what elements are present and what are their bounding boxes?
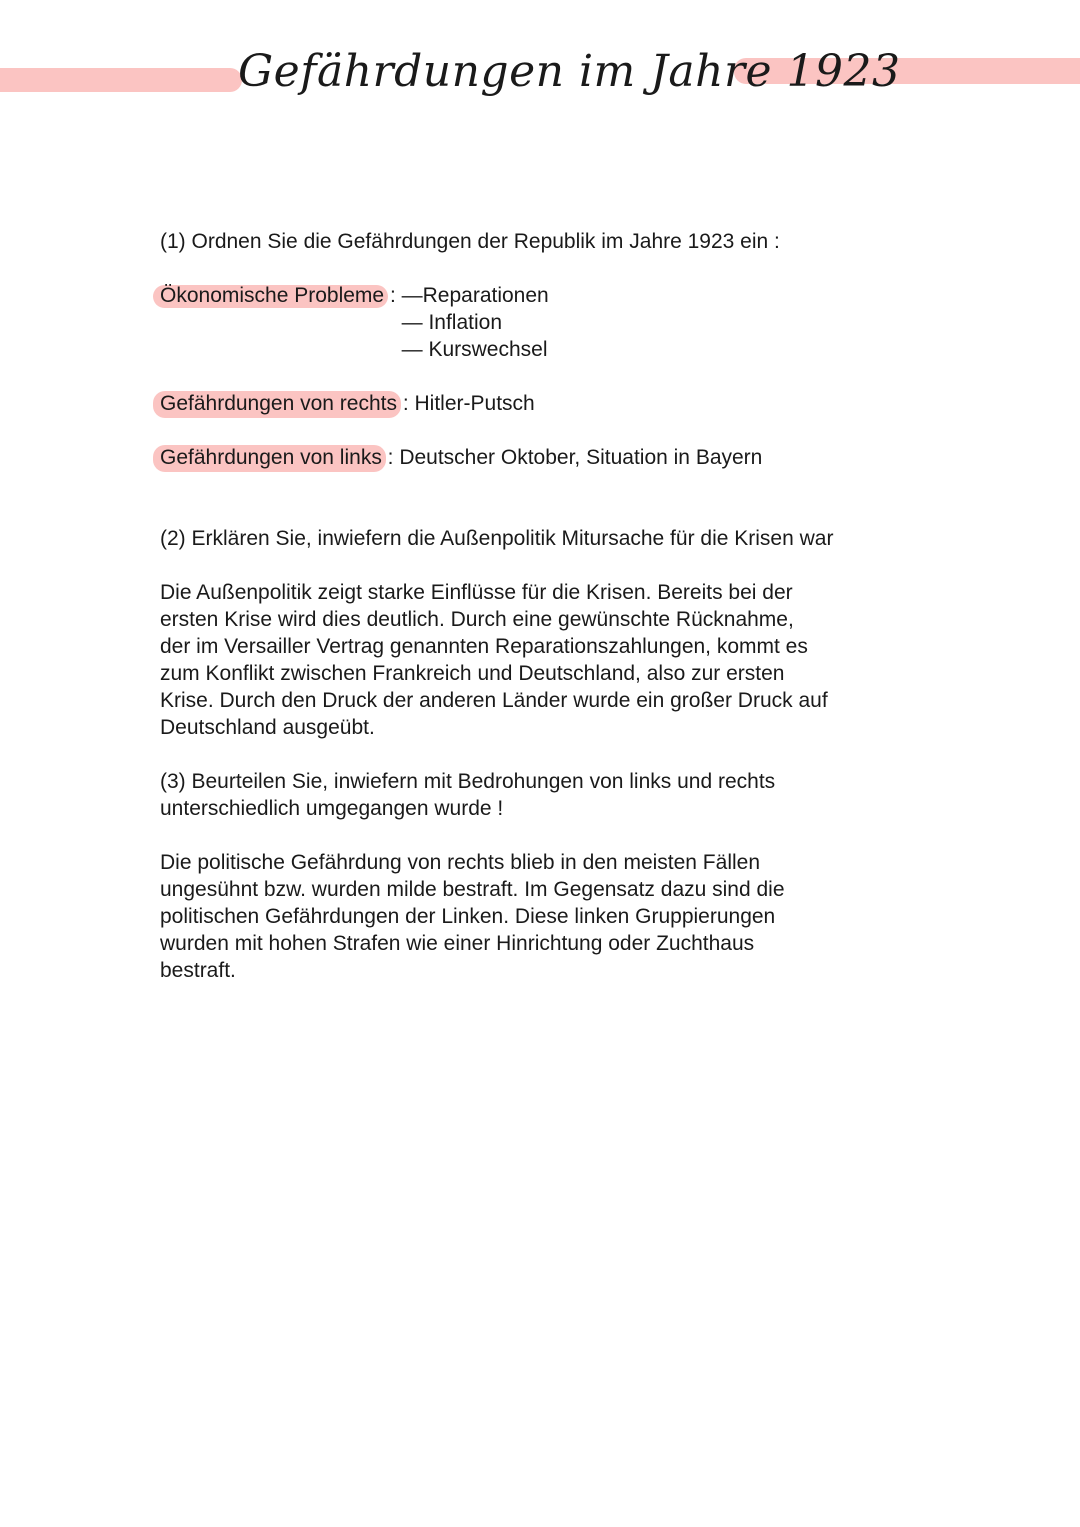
task2-question: (2) Erklären Sie, inwiefern die Außenpolitik Mitursache für die Krisen war <box>160 527 834 550</box>
economic-problems-list <box>402 282 549 363</box>
answer-line: wurden mit hohen Strafen wie einer Hinrichtung oder Zuchthaus <box>160 932 755 955</box>
worksheet-content <box>160 228 920 984</box>
left-threat-value: Deutscher Oktober, Situation in Bayern <box>399 446 763 469</box>
question-line: (3) Beurteilen Sie, inwiefern mit Bedrohungen von links und rechts <box>160 770 776 793</box>
answer-line: ersten Krise wird dies deutlich. Durch eine gewünschte Rücknahme, <box>160 608 794 631</box>
question-line: unterschiedlich umgegangen wurde ! <box>160 797 504 820</box>
page-title: Gefährdungen im Jahre 1923 <box>238 46 901 97</box>
task3-answer <box>160 849 920 984</box>
answer-line: bestraft. <box>160 959 236 982</box>
title-underline-left <box>0 68 242 92</box>
task2-answer <box>160 579 920 741</box>
right-threat-value: Hitler-Putsch <box>414 392 535 415</box>
list-item: — Inflation <box>401 311 503 334</box>
list-item: — Kurswechsel <box>401 338 548 361</box>
right-threat-row: Gefährdungen von rechts : Hitler-Putsch <box>160 392 535 415</box>
answer-line: Deutschland ausgeübt. <box>160 716 375 739</box>
list-item: —Reparationen <box>401 284 549 307</box>
answer-line: Krise. Durch den Druck der anderen Länder wurde ein großer Druck auf <box>160 689 828 712</box>
economic-problems-label: Ökonomische Probleme <box>160 284 385 307</box>
answer-line: Die Außenpolitik zeigt starke Einflüsse für die Krisen. Bereits bei der <box>160 581 793 604</box>
task3-question <box>160 768 920 822</box>
right-threat-label: Gefährdungen von rechts <box>160 392 397 415</box>
answer-line: Die politische Gefährdung von rechts blieb in den meisten Fällen <box>160 851 761 874</box>
answer-line: zum Konflikt zwischen Frankreich und Deutschland, also zur ersten <box>160 662 785 685</box>
task1-question: (1) Ordnen Sie die Gefährdungen der Republik im Jahre 1923 ein : <box>160 230 780 253</box>
answer-line: politischen Gefährdungen der Linken. Diese linken Gruppierungen <box>160 905 776 928</box>
answer-line: der im Versailler Vertrag genannten Reparationszahlungen, kommt es <box>160 635 808 658</box>
left-threat-row: Gefährdungen von links : Deutscher Oktober, Situation in Bayern <box>160 446 763 469</box>
answer-line: ungesühnt bzw. wurden milde bestraft. Im Gegensatz dazu sind die <box>160 878 785 901</box>
left-threat-label: Gefährdungen von links <box>160 446 382 469</box>
economic-problems-block: Ökonomische Probleme : —Reparationen — Inflation — Kurswechsel <box>160 284 549 361</box>
